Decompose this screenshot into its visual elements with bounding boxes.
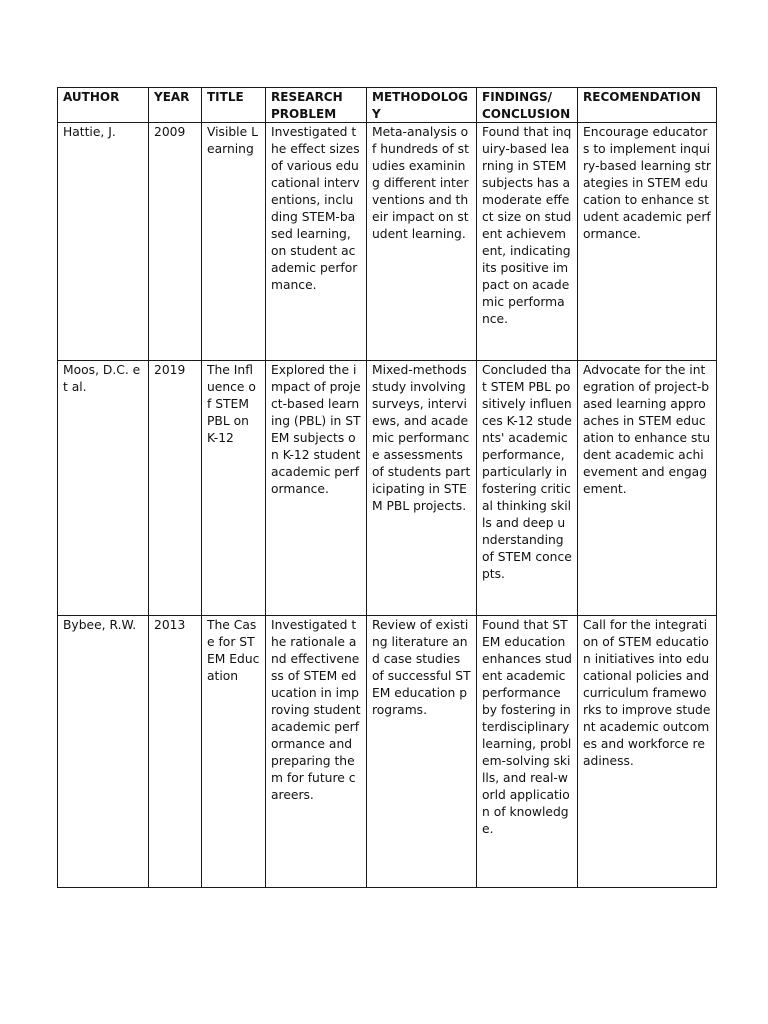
header-row [58, 88, 717, 123]
header-author: AUTHOR [58, 88, 149, 123]
table-row [58, 361, 717, 616]
header-findings-conclusion: FINDINGS/ CONCLUSION [477, 88, 578, 123]
cell-recommendation: Advocate for the integration of project-based learning approaches in STEM education to enhance student academic achievement and engagement. [578, 361, 717, 616]
cell-author: Bybee, R.W. [58, 616, 149, 888]
cell-title: The Influence of STEM PBL on K-12 [202, 361, 266, 616]
cell-methodology: Review of existing literature and case studies of successful STEM education programs. [367, 616, 477, 888]
cell-findings: Concluded that STEM PBL positively influences K-12 students' academic performance, particularly in fostering critical thinking skills and deep understanding of STEM concepts. [477, 361, 578, 616]
cell-author: Moos, D.C. et al. [58, 361, 149, 616]
cell-year: 2013 [149, 616, 202, 888]
header-year: YEAR [149, 88, 202, 123]
cell-findings: Found that inquiry-based learning in STEM subjects has a moderate effect size on student achievement, indicating its positive impact on academic performance. [477, 123, 578, 361]
cell-findings: Found that STEM education enhances student academic performance by fostering interdisciplinary learning, problem-solving skills, and real-world application of knowledge. [477, 616, 578, 888]
cell-year: 2009 [149, 123, 202, 361]
header-title: TITLE [202, 88, 266, 123]
literature-review-table [57, 87, 717, 888]
cell-methodology: Mixed-methods study involving surveys, interviews, and academic performance assessments of students participating in STEM PBL projects. [367, 361, 477, 616]
cell-recommendation: Encourage educators to implement inquiry-based learning strategies in STEM education to enhance student academic performance. [578, 123, 717, 361]
cell-research-problem: Investigated the rationale and effectiveness of STEM education in improving student academic performance and preparing them for future careers. [266, 616, 367, 888]
header-research-problem: RESEARCH PROBLEM [266, 88, 367, 123]
cell-author: Hattie, J. [58, 123, 149, 361]
cell-research-problem: Investigated the effect sizes of various educational interventions, including STEM-based learning, on student academic performance. [266, 123, 367, 361]
cell-title: Visible Learning [202, 123, 266, 361]
cell-methodology: Meta-analysis of hundreds of studies examining different interventions and their impact on student learning. [367, 123, 477, 361]
header-recommendation: RECOMENDATION [578, 88, 717, 123]
cell-title: The Case for STEM Education [202, 616, 266, 888]
cell-year: 2019 [149, 361, 202, 616]
cell-research-problem: Explored the impact of project-based learning (PBL) in STEM subjects on K-12 student academic performance. [266, 361, 367, 616]
table-row [58, 123, 717, 361]
cell-recommendation: Call for the integration of STEM education initiatives into educational policies and curriculum frameworks to improve student academic outcomes and workforce readiness. [578, 616, 717, 888]
table-row [58, 616, 717, 888]
header-methodology: METHODOLOGY [367, 88, 477, 123]
